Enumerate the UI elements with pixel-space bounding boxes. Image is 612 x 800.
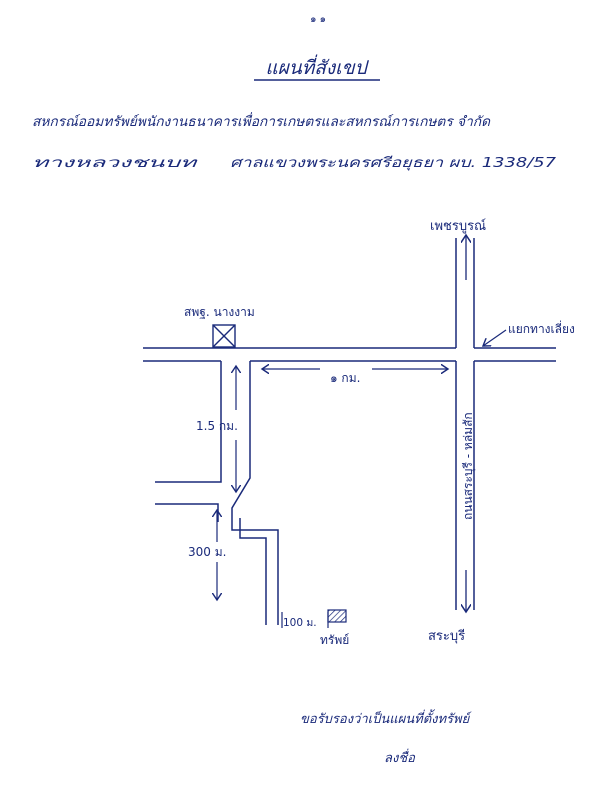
header-line-2-left: ทางหลวงชนบท: [32, 155, 198, 171]
vertical-road-label: ถนนสระบุรี - หล่มสัก: [461, 412, 475, 520]
distance-300-label: 300 ม.: [188, 545, 227, 559]
school-label: สพฐ. นางงาม: [184, 305, 255, 319]
side-road-east-edge: [232, 361, 278, 625]
map-title: แผนที่สังเขป: [265, 57, 367, 79]
distance-vertical-label: 1.5 กม.: [196, 419, 238, 433]
south-destination-label: สระบุรี: [428, 629, 466, 644]
certification-text: ขอรับรองว่าเป็นแผนที่ตั้งทรัพย์: [300, 712, 470, 727]
intersection-pointer: [483, 330, 506, 346]
distance-horizontal-label: ๑ กม.: [330, 371, 361, 385]
header-line-2-right: ศาลแขวงพระนครศรีอยุธยา ผบ. 1338/57: [230, 155, 557, 171]
north-destination-label: เพชรบูรณ์: [430, 219, 487, 234]
property-label: ทรัพย์: [320, 633, 350, 647]
property-marker: [328, 610, 346, 622]
intersection-label: แยกทางเลี่ยง: [508, 322, 575, 336]
signature: ลงชื่อ: [384, 751, 415, 766]
side-road-west-bottom: [155, 504, 218, 522]
side-road-inner-edge: [240, 518, 266, 625]
page-marker: ๑ ๑: [310, 14, 326, 25]
north-road: [456, 238, 474, 348]
distance-100-label: 100 ม.: [283, 617, 317, 629]
school-marker: [213, 325, 235, 347]
header-line-1: สหกรณ์ออมทรัพย์พนักงานธนาคารเพื่อการเกษตรและสหกรณ์การเกษตร จำกัด: [32, 114, 483, 130]
